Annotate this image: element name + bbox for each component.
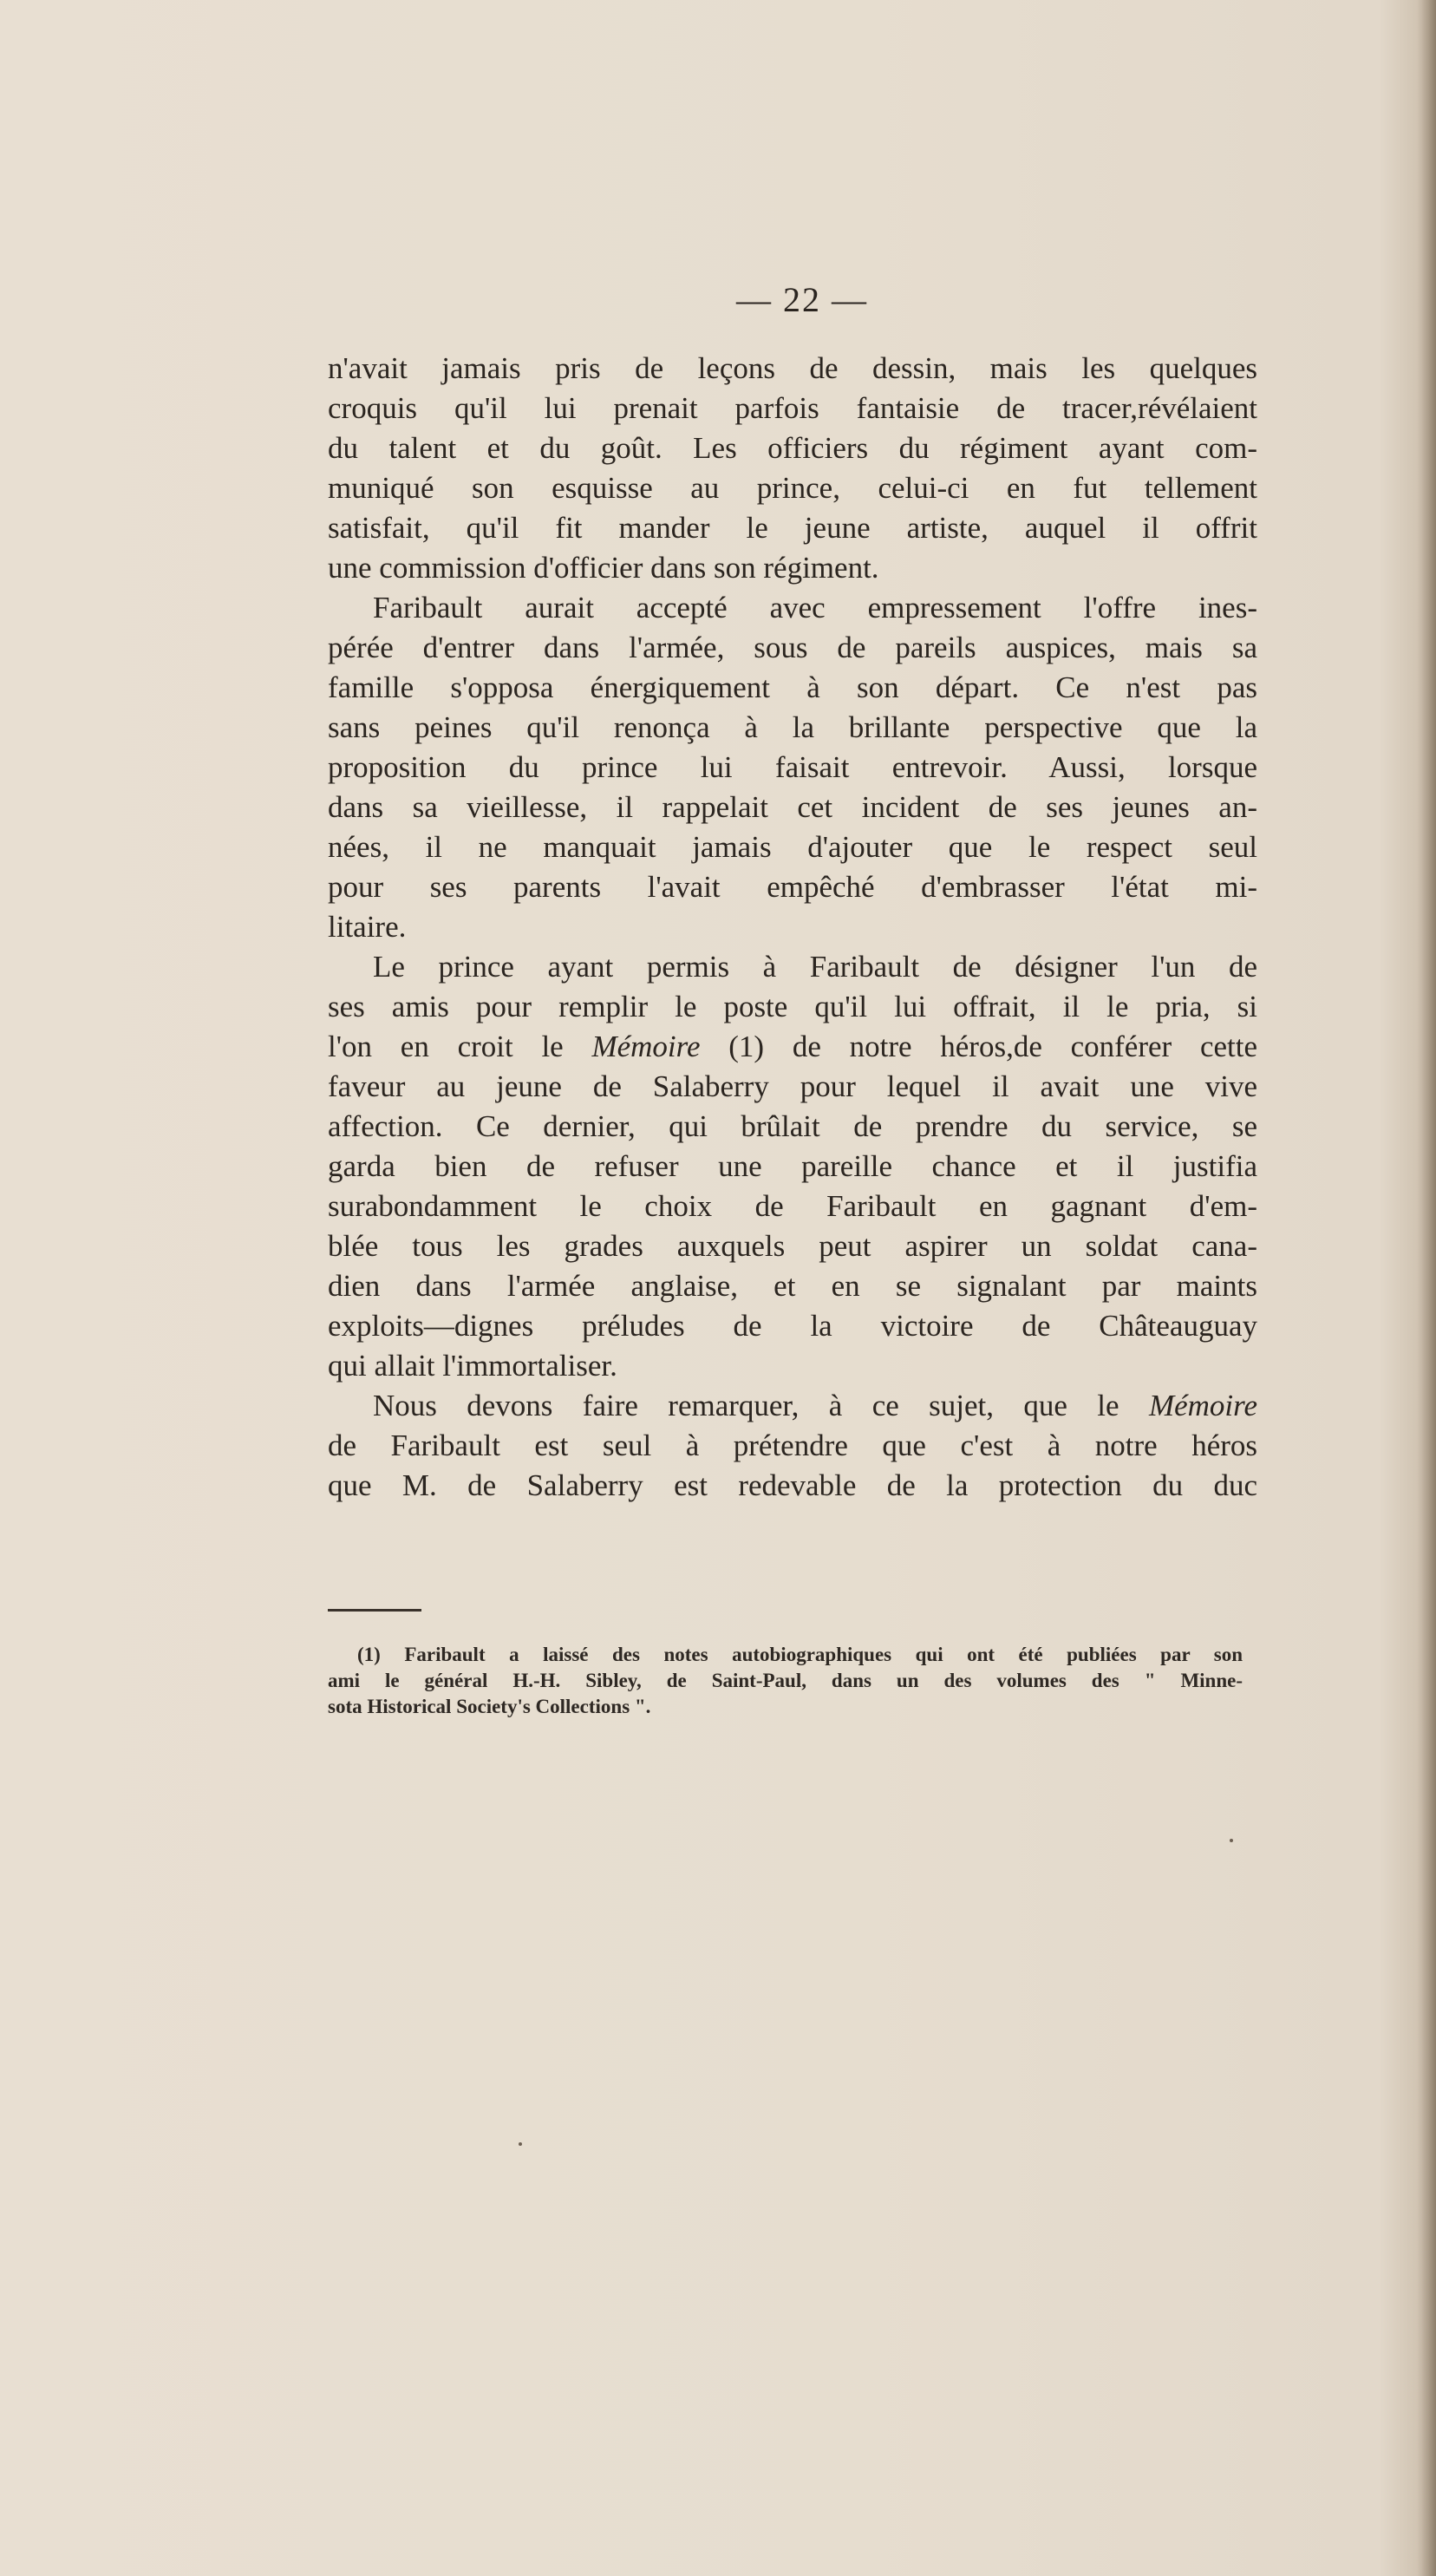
text-line: litaire. xyxy=(328,910,407,944)
text-line: faveur au jeune de Salaberry pour lequel il avait une vive xyxy=(328,1069,1257,1103)
text-line: du talent et du goût. Les officiers du régiment ayant com- xyxy=(328,431,1257,465)
text-line: blée tous les grades auxquels peut aspirer un soldat cana- xyxy=(328,1229,1257,1263)
footnote xyxy=(328,1642,1243,1720)
paper-speck xyxy=(519,2142,522,2146)
footnote-line: sota Historical Society's Collections ". xyxy=(328,1696,651,1717)
text-line: dien dans l'armée anglaise, et en se signalant par maints xyxy=(328,1269,1257,1303)
page-edge-shadow xyxy=(1417,0,1436,2576)
text-line: dans sa vieillesse, il rappelait cet incident de ses jeunes an- xyxy=(328,790,1257,824)
text-line: famille s'opposa énergiquement à son départ. Ce n'est pas xyxy=(328,670,1257,704)
text-line: ses amis pour remplir le poste qu'il lui offrait, il le pria, si xyxy=(328,990,1257,1023)
italic-title: Mémoire xyxy=(591,1030,701,1063)
text-line: n'avait jamais pris de leçons de dessin, mais les quelques xyxy=(328,351,1257,385)
text-line: croquis qu'il lui prenait parfois fantaisie de tracer,révélaient xyxy=(328,391,1257,425)
text-line: sans peines qu'il renonça à la brillante perspective que la xyxy=(328,710,1257,744)
footnote-line: ami le général H.-H. Sibley, de Saint-Paul, dans un des volumes des " Minne- xyxy=(328,1670,1243,1691)
text-line-with-italic xyxy=(328,1027,1257,1067)
paragraph-1 xyxy=(328,349,1257,588)
paper-speck xyxy=(1230,1839,1233,1842)
text-line-with-italic xyxy=(328,1386,1257,1426)
paragraph-3 xyxy=(328,947,1257,1386)
footnote-rule xyxy=(328,1609,421,1612)
text-line: muniqué son esquisse au prince, celui-ci en fut tellement xyxy=(328,471,1257,505)
text-line: exploits—dignes préludes de la victoire de Châteauguay xyxy=(328,1309,1257,1343)
text-line: affection. Ce dernier, qui brûlait de prendre du service, se xyxy=(328,1109,1257,1143)
text-line: surabondamment le choix de Faribault en gagnant d'em- xyxy=(328,1189,1257,1223)
italic-title: Mémoire xyxy=(1148,1389,1257,1422)
text-line: pérée d'entrer dans l'armée, sous de pareils auspices, mais sa xyxy=(328,631,1257,664)
page-number: — 22 — xyxy=(736,280,868,319)
text-line: Le prince ayant permis à Faribault de désigner l'un de xyxy=(373,950,1257,984)
paragraph-2 xyxy=(328,588,1257,947)
text-line: une commission d'officier dans son régiment. xyxy=(328,551,879,585)
body-text xyxy=(328,349,1257,1506)
text-line: pour ses parents l'avait empêché d'embrasser l'état mi- xyxy=(328,870,1257,904)
footnote-line: (1) Faribault a laissé des notes autobiographiques qui ont été publiées par son xyxy=(357,1644,1243,1665)
paragraph-4 xyxy=(328,1386,1257,1506)
text-line: nées, il ne manquait jamais d'ajouter que le respect seul xyxy=(328,830,1257,864)
text-line: Faribault aurait accepté avec empressement l'offre ines- xyxy=(373,591,1257,624)
text-segment: Nous devons faire remarquer, à ce sujet, que le xyxy=(373,1389,1119,1422)
text-line: que M. de Salaberry est redevable de la protection du duc xyxy=(328,1468,1257,1502)
text-segment: (1) de notre héros,de conférer cette xyxy=(700,1030,1257,1063)
text-segment: l'on en croit le xyxy=(328,1030,564,1063)
text-line: garda bien de refuser une pareille chance et il justifia xyxy=(328,1149,1257,1183)
text-line: satisfait, qu'il fit mander le jeune artiste, auquel il offrit xyxy=(328,511,1257,545)
text-line: proposition du prince lui faisait entrevoir. Aussi, lorsque xyxy=(328,750,1257,784)
text-line: de Faribault est seul à prétendre que c'est à notre héros xyxy=(328,1429,1257,1462)
text-line: qui allait l'immortaliser. xyxy=(328,1349,617,1383)
